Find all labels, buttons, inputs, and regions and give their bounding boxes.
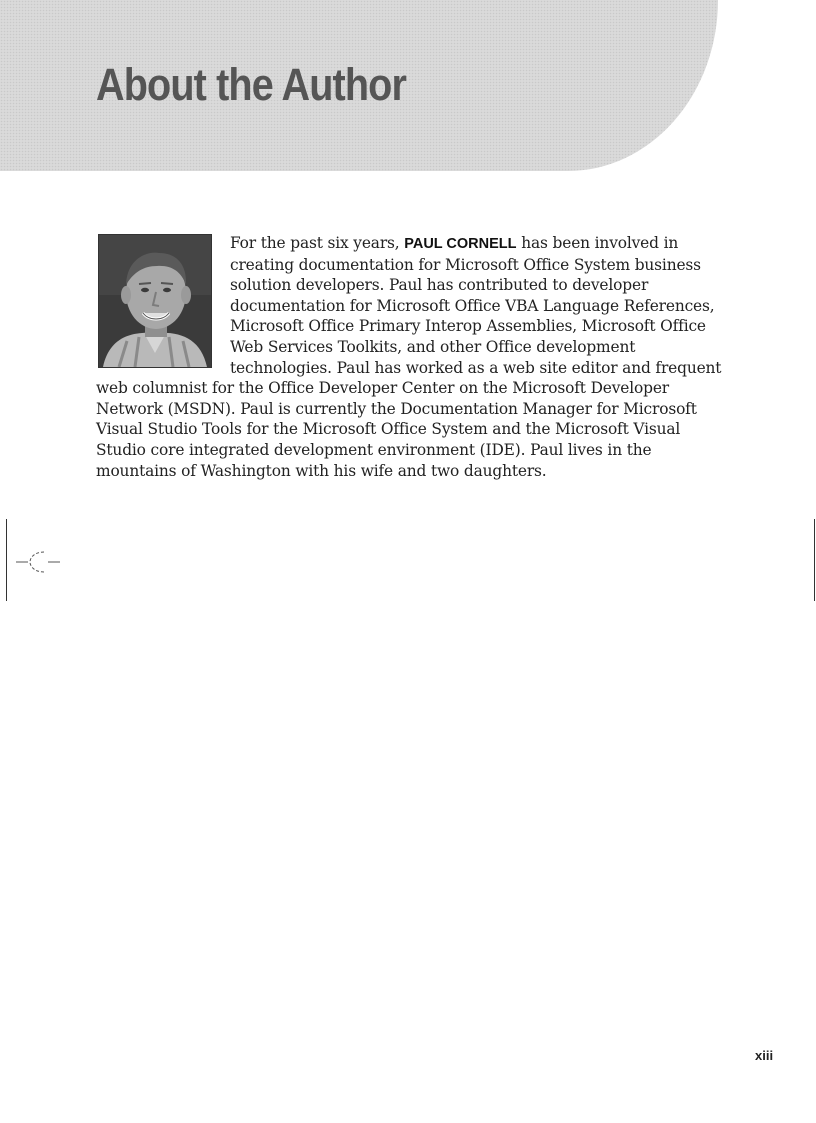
author-bio [96,233,726,481]
left-edge-line [6,519,7,601]
chapter-title: About the Author [96,59,406,110]
registration-mark-icon [14,548,62,574]
bio-body-text: has been involved in creating documentation for Microsoft Office System business solution developers. Paul has contributed to developer documentation for Microsoft Office VBA Language References, Microsoft Office Primary Interop Assemblies, Microsoft Office Web Services Toolkits, and other Office development technologies. Paul has worked as a web site editor and frequent web columnist for the Office Developer Center on the Microsoft Developer Network (MSDN). Paul is currently the Documentation Manager for Microsoft Visual Studio Tools for the Microsoft Office System and the Microsoft Visual Studio core integrated development environment (IDE). Paul lives in the mountains of Washington with his wife and two daughters. [96,234,722,480]
author-name: PAUL CORNELL [404,236,517,252]
right-edge-line [814,519,815,601]
bio-intro-text: For the past six years, [230,234,405,252]
photo-float-spacer [96,233,230,361]
page-number: xiii [755,1048,774,1063]
